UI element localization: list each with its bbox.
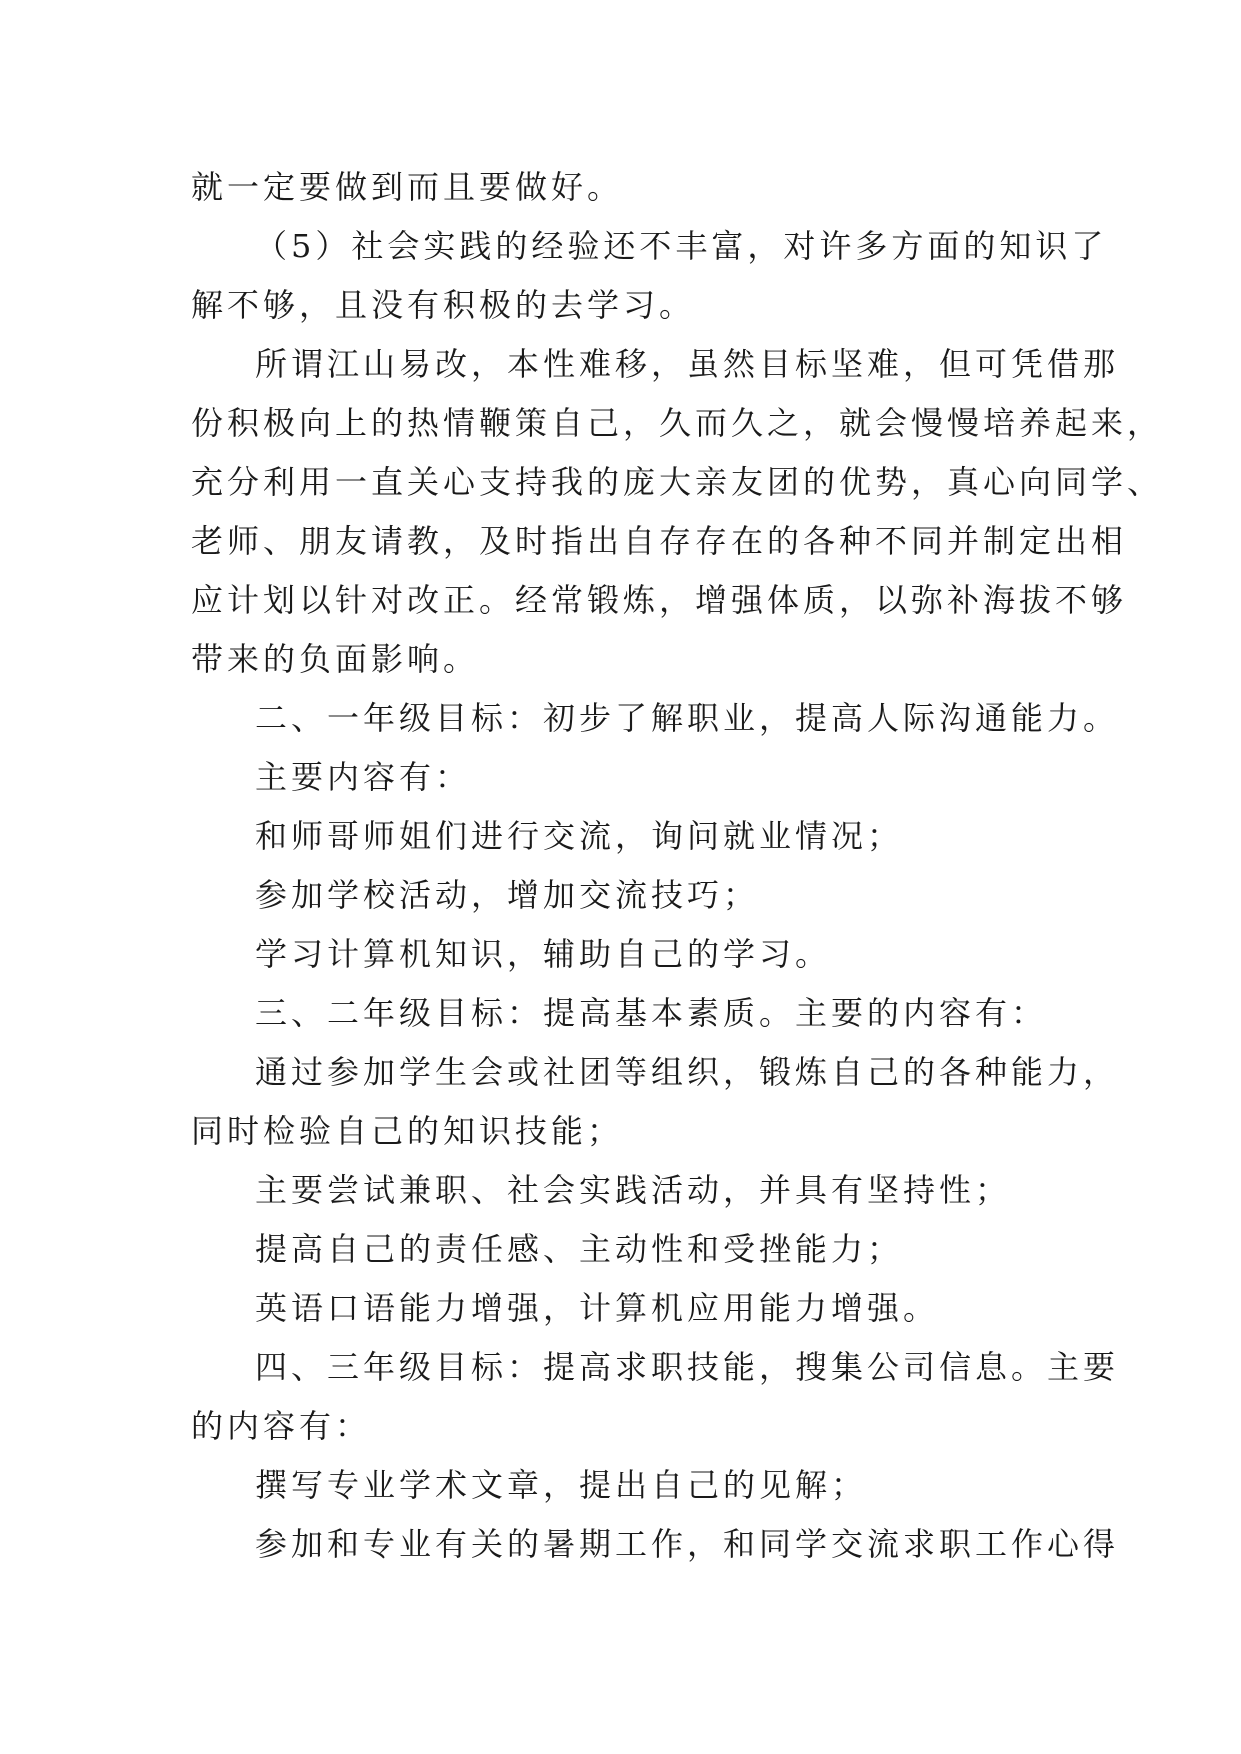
text-line: 充分利用一直关心支持我的庞大亲友团的优势，真心向同学、: [191, 463, 1164, 501]
text-line: 同时检验自己的知识技能；: [191, 1112, 624, 1150]
document-body: [191, 158, 1164, 1574]
text-line: 老师、朋友请教，及时指出自存存在的各种不同并制定出相: [191, 522, 1128, 560]
text-line: （5）社会实践的经验还不丰富，对许多方面的知识了: [255, 227, 1108, 265]
section-heading: 二、一年级目标：初步了解职业，提高人际沟通能力。: [255, 699, 1120, 737]
list-item: 参加和专业有关的暑期工作，和同学交流求职工作心得: [255, 1525, 1120, 1563]
text-line: 的内容有：: [191, 1407, 372, 1445]
list-item: 主要尝试兼职、社会实践活动，并具有坚持性；: [255, 1171, 1012, 1209]
section-heading: 三、二年级目标：提高基本素质。主要的内容有：: [255, 994, 1048, 1032]
list-item: 学习计算机知识，辅助自己的学习。: [255, 935, 832, 973]
text-line: 就一定要做到而且要做好。: [191, 168, 624, 206]
list-item: 撰写专业学术文章，提出自己的见解；: [255, 1466, 868, 1504]
text-line: 解不够，且没有积极的去学习。: [191, 286, 696, 324]
text-line: 带来的负面影响。: [191, 640, 480, 678]
text-line: 主要内容有：: [255, 758, 472, 796]
list-item: 和师哥师姐们进行交流，询问就业情况；: [255, 817, 904, 855]
list-item: 参加学校活动，增加交流技巧；: [255, 876, 760, 914]
text-line: 所谓江山易改，本性难移，虽然目标坚难，但可凭借那: [255, 345, 1120, 383]
list-item: 英语口语能力增强，计算机应用能力增强。: [255, 1289, 940, 1327]
list-item: 通过参加学生会或社团等组织，锻炼自己的各种能力，: [255, 1053, 1120, 1091]
list-item: 提高自己的责任感、主动性和受挫能力；: [255, 1230, 904, 1268]
text-line: 份积极向上的热情鞭策自己，久而久之，就会慢慢培养起来，: [191, 404, 1164, 442]
section-heading: 四、三年级目标：提高求职技能，搜集公司信息。主要: [255, 1348, 1120, 1386]
text-line: 应计划以针对改正。经常锻炼，增强体质，以弥补海拔不够: [191, 581, 1128, 619]
